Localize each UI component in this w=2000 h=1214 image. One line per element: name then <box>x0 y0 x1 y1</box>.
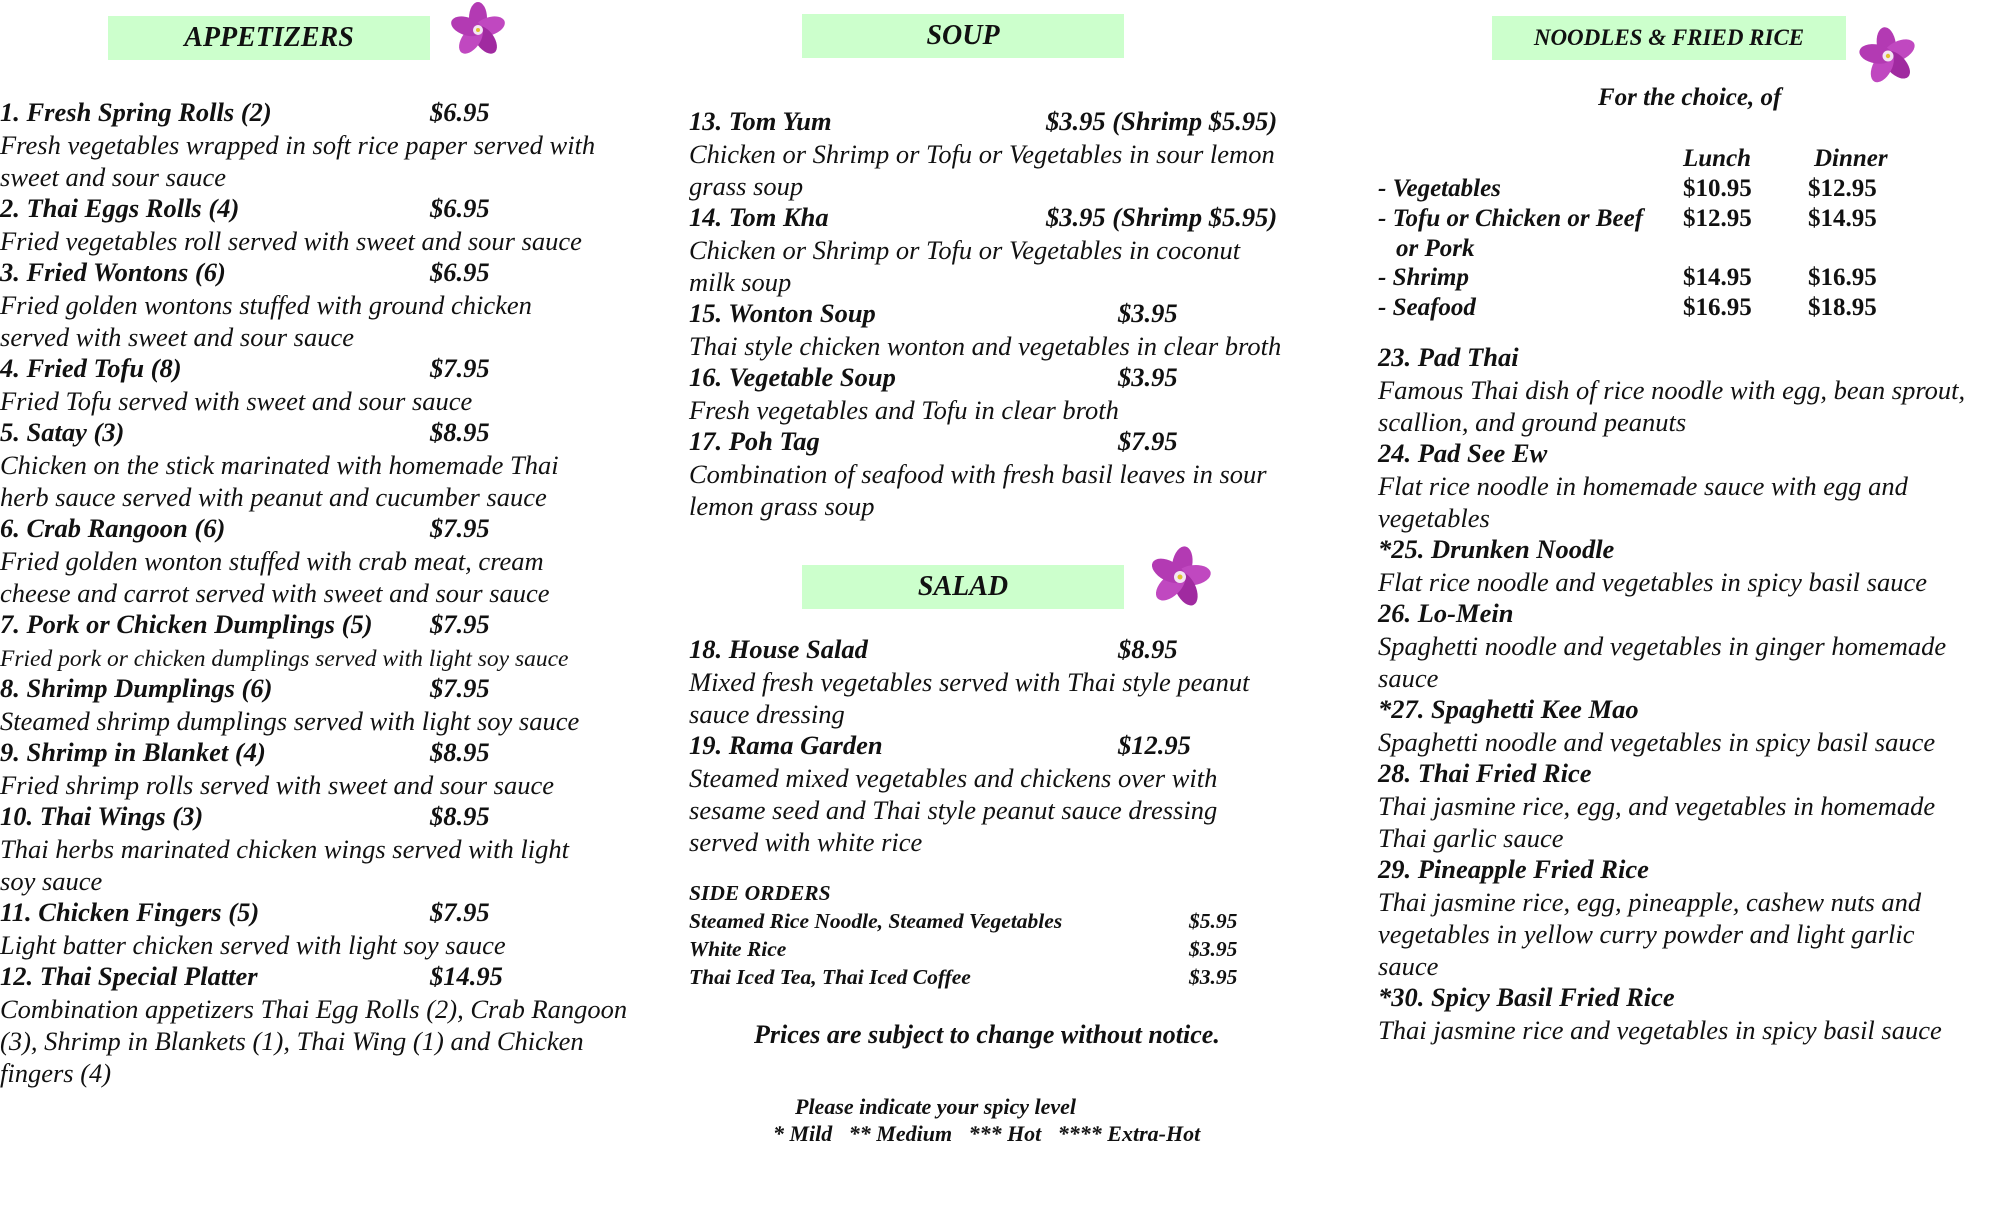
side-orders-title: SIDE ORDERS <box>689 881 831 905</box>
side-order-name: Steamed Rice Noodle, Steamed Vegetables <box>689 909 1063 933</box>
salad-desc: Mixed fresh vegetables served with Thai style peanut sauce dressing <box>689 667 1250 729</box>
salad-name: 18. House Salad <box>689 634 868 664</box>
side-order-price: $5.95 <box>1189 909 1238 933</box>
soup-name: 17. Poh Tag <box>689 426 820 456</box>
soup-price: $3.95 (Shrimp $5.95) <box>1046 202 1278 232</box>
appetizer-name: 5. Satay (3) <box>0 417 125 447</box>
side-order-price: $3.95 <box>1189 937 1238 961</box>
appetizer-desc: Chicken on the stick marinated with homemade Thai herb sauce served with peanut and cucumber sauce <box>0 450 559 512</box>
soup-price: $3.95 <box>1118 298 1178 328</box>
appetizer-desc: Fresh vegetables wrapped in soft rice paper served with sweet and sour sauce <box>0 130 596 192</box>
choice-row-lunch: $14.95 <box>1683 264 1752 291</box>
soup-desc: Fresh vegetables and Tofu in clear broth <box>689 395 1119 425</box>
noodle-desc: Flat rice noodle in homemade sauce with egg and vegetables <box>1378 471 1908 533</box>
appetizer-price: $6.95 <box>430 193 490 223</box>
appetizer-price: $6.95 <box>430 97 490 127</box>
dinner-header: Dinner <box>1814 145 1888 172</box>
choice-row-dinner: $16.95 <box>1808 264 1877 291</box>
appetizer-price: $8.95 <box>430 417 490 447</box>
appetizer-name: 12. Thai Special Platter <box>0 961 258 991</box>
soup-price: $7.95 <box>1118 426 1178 456</box>
appetizer-name: 2. Thai Eggs Rolls (4) <box>0 193 240 223</box>
noodles-header: NOODLES & FRIED RICE <box>1492 16 1846 60</box>
appetizer-name: 3. Fried Wontons (6) <box>0 257 226 287</box>
noodle-name: 24. Pad See Ew <box>1378 438 1548 468</box>
choice-row-dinner: $18.95 <box>1808 294 1877 321</box>
appetizer-price: $8.95 <box>430 737 490 767</box>
salad-name: 19. Rama Garden <box>689 730 883 760</box>
spicy-level-prompt: Please indicate your spicy level <box>795 1094 1077 1119</box>
soup-desc: Combination of seafood with fresh basil leaves in sour lemon grass soup <box>689 459 1267 521</box>
noodle-desc: Thai jasmine rice, egg, pineapple, cashew nuts and vegetables in yellow curry powder and light garlic sauce <box>1378 887 1922 981</box>
salad-price: $8.95 <box>1118 634 1178 664</box>
appetizer-desc: Fried pork or chicken dumplings served with light soy sauce <box>0 646 569 672</box>
soup-price: $3.95 <box>1118 362 1178 392</box>
soup-name: 13. Tom Yum <box>689 106 832 136</box>
noodle-desc: Famous Thai dish of rice noodle with egg, bean sprout, scallion, and ground peanuts <box>1378 375 1966 437</box>
noodle-name: *30. Spicy Basil Fried Rice <box>1378 982 1675 1012</box>
appetizer-price: $7.95 <box>430 609 490 639</box>
choice-row-lunch: $12.95 <box>1683 205 1752 232</box>
orchid-icon <box>1140 544 1220 610</box>
soup-desc: Chicken or Shrimp or Tofu or Vegetables in coconut milk soup <box>689 235 1241 297</box>
soup-name: 16. Vegetable Soup <box>689 362 896 392</box>
noodle-name: 23. Pad Thai <box>1378 342 1519 372</box>
salad-header: SALAD <box>802 565 1124 609</box>
noodle-name: *25. Drunken Noodle <box>1378 534 1615 564</box>
choice-row-label: - Tofu or Chicken or Beef <box>1378 205 1644 232</box>
choice-row-dinner: $14.95 <box>1808 205 1877 232</box>
orchid-icon <box>1851 22 1925 90</box>
choice-row-label: - Shrimp <box>1378 264 1470 291</box>
appetizer-price: $8.95 <box>430 801 490 831</box>
appetizer-desc: Light batter chicken served with light soy sauce <box>0 930 506 960</box>
appetizer-price: $6.95 <box>430 257 490 287</box>
appetizer-name: 8. Shrimp Dumplings (6) <box>0 673 273 703</box>
choice-row-lunch: $16.95 <box>1683 294 1752 321</box>
appetizer-desc: Fried Tofu served with sweet and sour sauce <box>0 386 473 416</box>
appetizer-price: $7.95 <box>430 673 490 703</box>
appetizer-name: 9. Shrimp in Blanket (4) <box>0 737 266 767</box>
price-notice: Prices are subject to change without notice. <box>754 1020 1220 1049</box>
noodle-name: 26. Lo-Mein <box>1378 598 1514 628</box>
soup-desc: Thai style chicken wonton and vegetables in clear broth <box>689 331 1282 361</box>
appetizer-desc: Combination appetizers Thai Egg Rolls (2), Crab Rangoon (3), Shrimp in Blankets (1), Thai Wing (1) and Chicken fingers (4) <box>0 994 628 1088</box>
salad-desc: Steamed mixed vegetables and chickens over with sesame seed and Thai style peanut sauce dressing served with white rice <box>689 763 1218 857</box>
noodle-name: 28. Thai Fried Rice <box>1378 758 1592 788</box>
soup-name: 14. Tom Kha <box>689 202 829 232</box>
appetizer-desc: Fried golden wontons stuffed with ground chicken served with sweet and sour sauce <box>0 290 532 352</box>
appetizer-desc: Steamed shrimp dumplings served with light soy sauce <box>0 706 580 736</box>
side-order-price: $3.95 <box>1189 965 1238 989</box>
choice-row-lunch: $10.95 <box>1683 175 1752 202</box>
appetizer-name: 11. Chicken Fingers (5) <box>0 897 260 927</box>
appetizer-desc: Fried vegetables roll served with sweet and sour sauce <box>0 226 582 256</box>
noodle-desc: Thai jasmine rice and vegetables in spicy basil sauce <box>1378 1015 1942 1045</box>
salad-price: $12.95 <box>1118 730 1191 760</box>
soup-header: SOUP <box>802 14 1124 58</box>
spicy-level-options: * Mild ** Medium *** Hot **** Extra-Hot <box>773 1121 1201 1146</box>
appetizer-price: $7.95 <box>430 897 490 927</box>
appetizer-name: 6. Crab Rangoon (6) <box>0 513 226 543</box>
noodle-desc: Spaghetti noodle and vegetables in ginger homemade sauce <box>1378 631 1947 693</box>
side-order-name: Thai Iced Tea, Thai Iced Coffee <box>689 965 971 989</box>
noodle-desc: Flat rice noodle and vegetables in spicy basil sauce <box>1378 567 1928 597</box>
appetizer-price: $7.95 <box>430 513 490 543</box>
appetizer-name: 10. Thai Wings (3) <box>0 801 204 831</box>
soup-price: $3.95 (Shrimp $5.95) <box>1046 106 1278 136</box>
choice-row-label: - Seafood <box>1378 294 1476 321</box>
appetizers-header: APPETIZERS <box>108 16 430 60</box>
appetizer-desc: Fried shrimp rolls served with sweet and sour sauce <box>0 770 555 800</box>
soup-desc: Chicken or Shrimp or Tofu or Vegetables in sour lemon grass soup <box>689 139 1275 201</box>
appetizer-desc: Fried golden wonton stuffed with crab meat, cream cheese and carrot served with sweet and sour sauce <box>0 546 550 608</box>
noodle-desc: Thai jasmine rice, egg, and vegetables in homemade Thai garlic sauce <box>1378 791 1936 853</box>
orchid-icon <box>443 0 513 60</box>
choice-row-label: - Vegetables <box>1378 175 1501 202</box>
appetizer-price: $7.95 <box>430 353 490 383</box>
choice-row-label-cont: or Pork <box>1396 235 1475 262</box>
choice-row-dinner: $12.95 <box>1808 175 1877 202</box>
appetizer-name: 7. Pork or Chicken Dumplings (5) <box>0 609 373 639</box>
noodle-name: *27. Spaghetti Kee Mao <box>1378 694 1639 724</box>
noodle-name: 29. Pineapple Fried Rice <box>1378 854 1649 884</box>
appetizer-desc: Thai herbs marinated chicken wings served with light soy sauce <box>0 834 569 896</box>
noodle-desc: Spaghetti noodle and vegetables in spicy basil sauce <box>1378 727 1936 757</box>
side-order-name: White Rice <box>689 937 787 961</box>
appetizer-name: 1. Fresh Spring Rolls (2) <box>0 97 272 127</box>
soup-name: 15. Wonton Soup <box>689 298 876 328</box>
lunch-header: Lunch <box>1683 145 1752 172</box>
choice-intro: For the choice, of <box>1598 84 1782 111</box>
appetizer-price: $14.95 <box>430 961 503 991</box>
appetizer-name: 4. Fried Tofu (8) <box>0 353 182 383</box>
